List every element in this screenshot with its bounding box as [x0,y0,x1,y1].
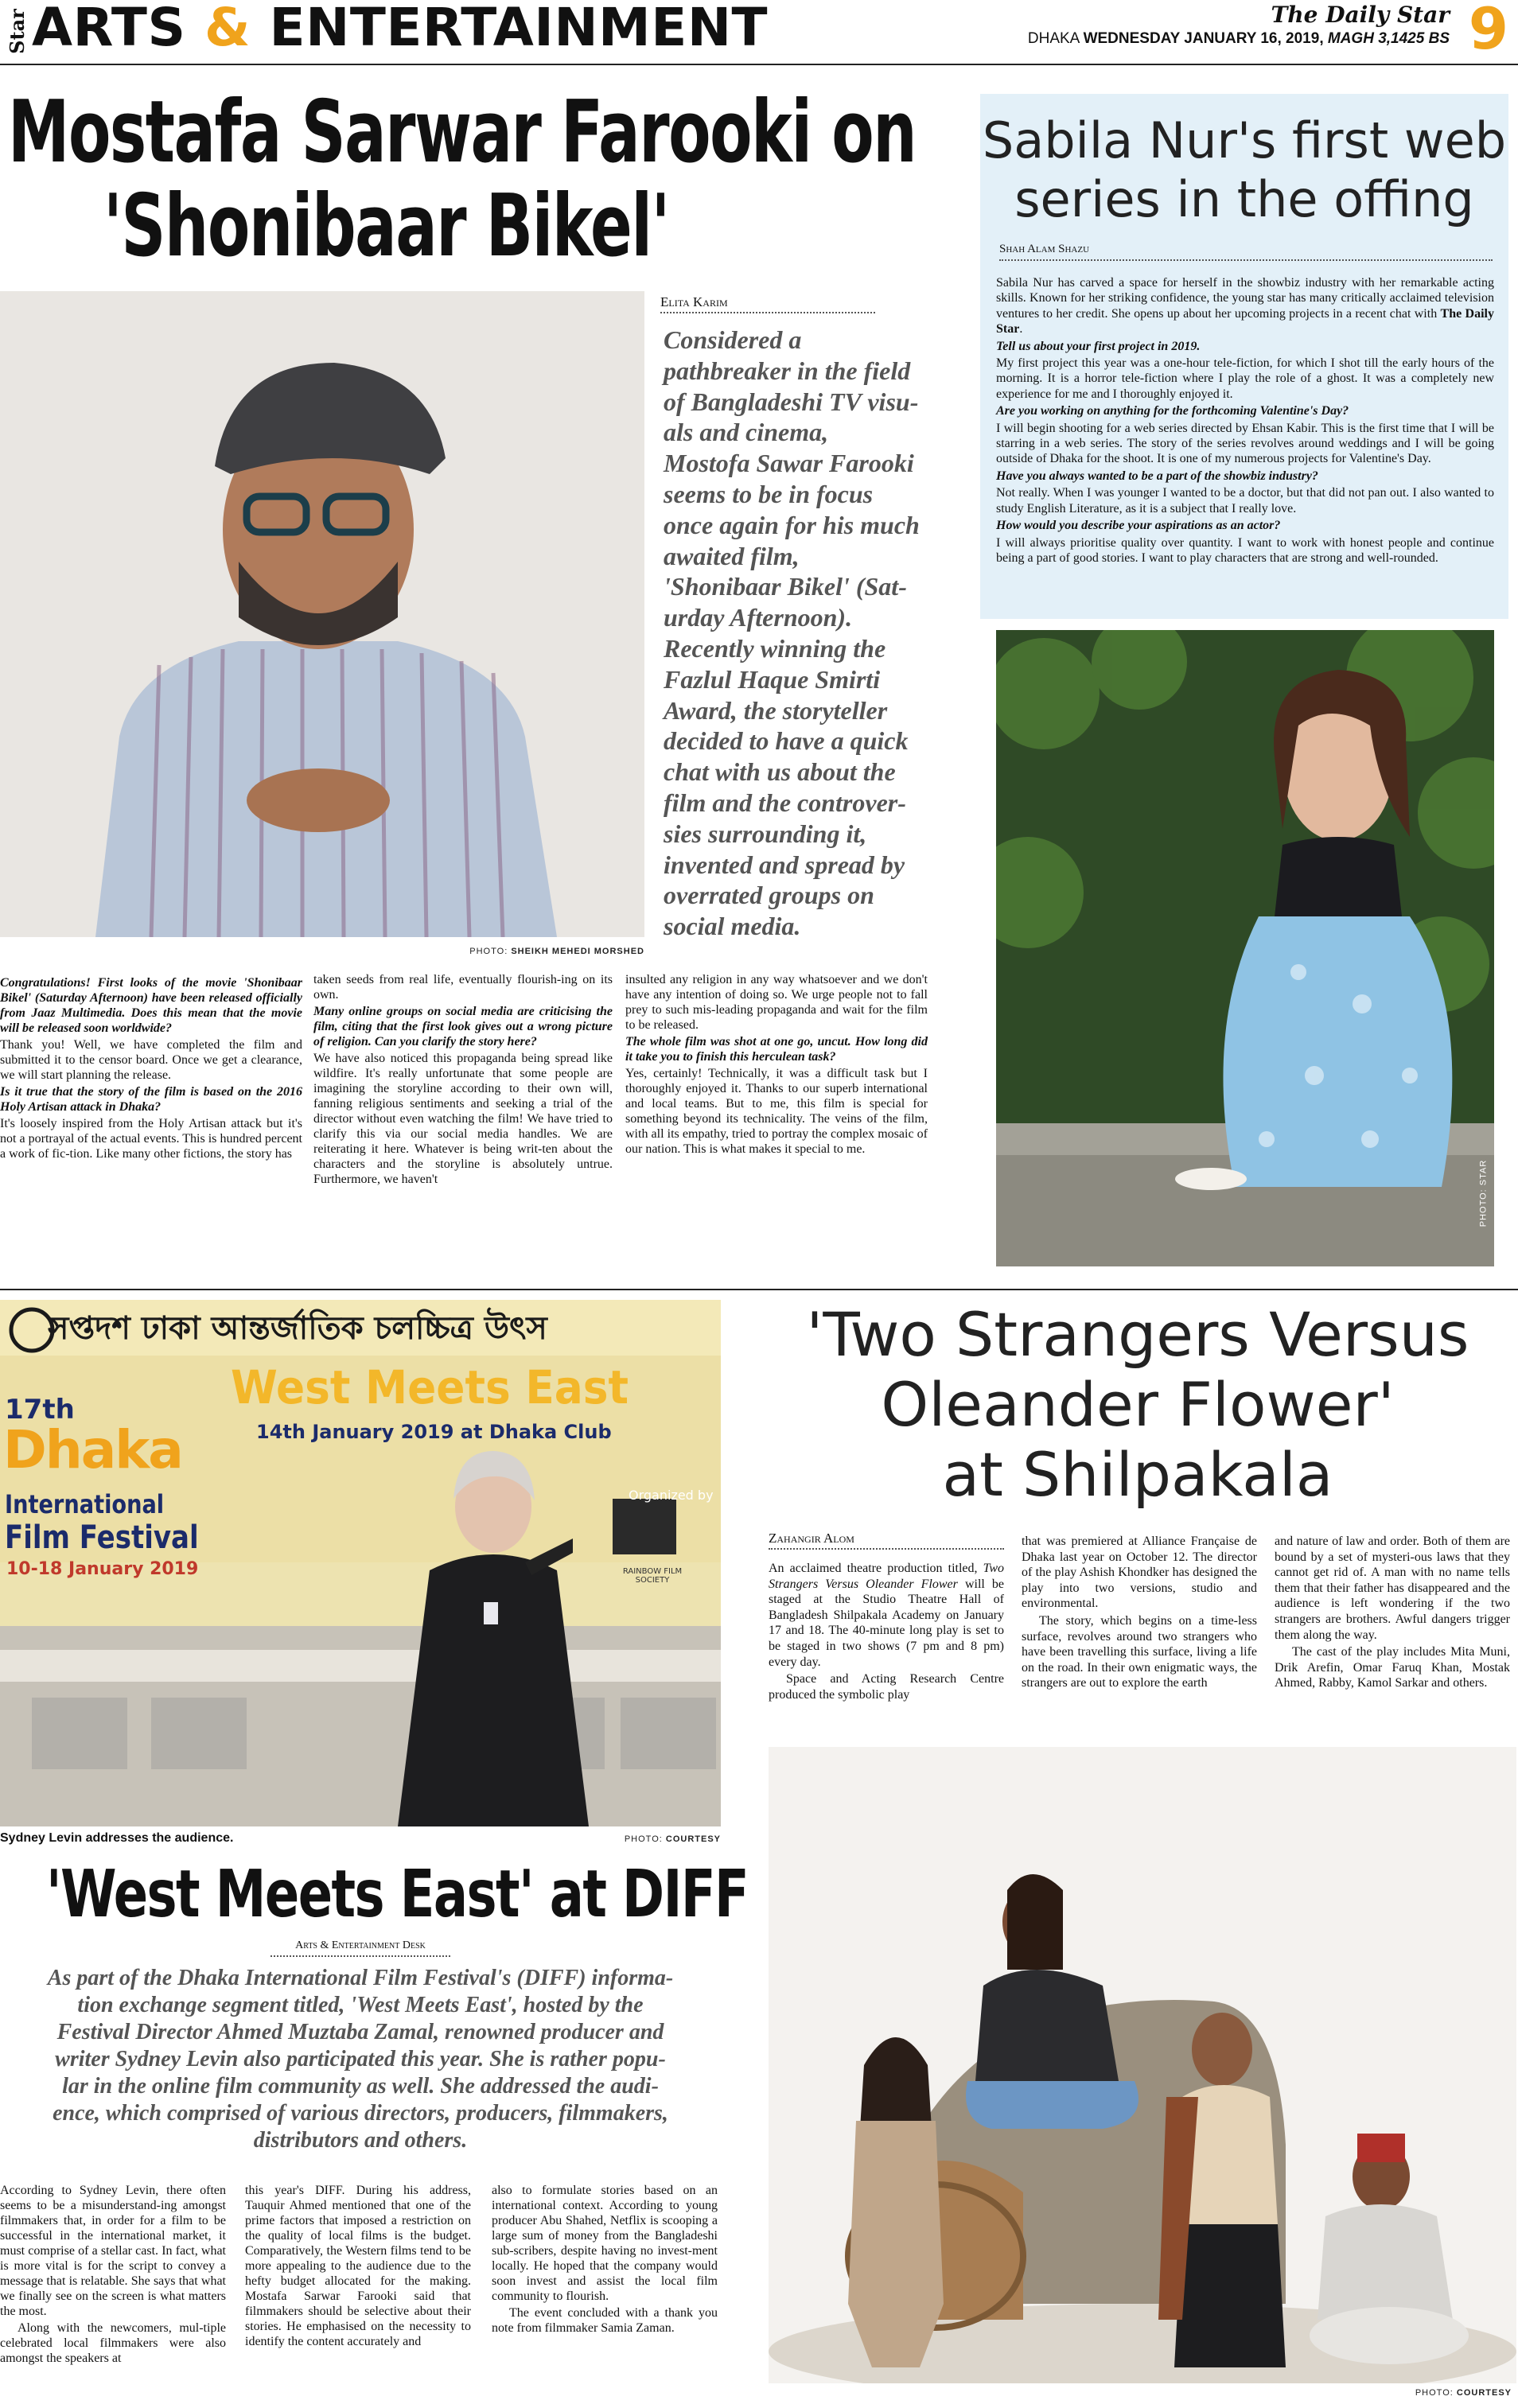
text-run: The cast of the play includes Mita Muni, Drik Arefin, Omar Faruq Khan, Mostak Ahmed, Rabby, Kamol Sarkar and others. [1275,1645,1510,1690]
text-run: that was premiered at Alliance Française de Dhaka last year on October 12. The director of the play Ashish Khondker has designed the play into two versions, studio and environmental. [1022,1535,1257,1611]
answer: Thank you! Well, we have completed the film and submitted it to the censor board. Once we get a clearance, we will start planning the release. [0,1038,302,1082]
intro-line: overrated groups on [664,881,874,910]
play-column-1 [769,1561,1004,1704]
intro-line: als and cinema, [664,418,829,447]
paragraph [769,1561,1004,1670]
intro-line: As part of the Dhaka International Film Festival's (DIFF) informa- [47,1966,674,1990]
intro-line: writer Sydney Levin also participated this year. She is rather popu- [55,2047,666,2072]
diff-intro [8,1965,713,2154]
play-byline: Zahangir Alom [769,1531,854,1546]
sabila-body [996,275,1494,567]
answer: I will always prioritise quality over quantity. I want to work with honest people and continue being a part of good stories. I want to play characters that are strong and well-rounded. [996,535,1494,565]
intro-line: decided to have a quick [664,726,909,756]
dateline: DHAKA WEDNESDAY JANUARY 16, 2019, MAGH 3,1425 BS [1027,30,1450,47]
diff-caption: Sydney Levin addresses the audience. [0,1831,234,1845]
intro-line: pathbreaker in the field [664,356,911,385]
paragraph: The event concluded with a thank you note from filmmaker Samia Zaman. [492,2306,718,2335]
masthead [0,0,1518,62]
section-divider [0,1289,1518,1290]
intro-line: awaited film, [664,541,800,570]
organizer-name: RAINBOW FILM SOCIETY [622,1567,683,1585]
paragraph [1022,1613,1257,1691]
play-photo [769,1747,1516,2383]
farooki-byline-divider [660,312,875,313]
farooki-photo-credit: PHOTO: SHEIKH MEHEDI MORSHED [469,947,644,956]
paragraph: this year's DIFF. During his address, Tauquir Ahmed mentioned that one of the prime factors that imposed a restriction on the quality of local films is the budget. Comparatively, the Western films tend to be more appealing to the audience due to the hefty budget allocated for the making. Mostafa Sarwar Farooki said that filmmakers should be selective about their stories. He emphasised on the necessity to identify the content accurately and [245,2184,471,2348]
intro-line: invented and spread by [664,850,905,879]
intro-line: urday Afternoon). [664,603,853,632]
intro-line: film and the controver- [664,788,906,817]
question: Congratulations! First looks of the movie 'Shonibaar Bikel' (Saturday Afternoon) have been released officially from Jaaz Multimedia. Does this mean that the movie will be released soon worldwide? [0,976,302,1035]
intro-line: once again for his much [664,510,920,539]
answer: I will begin shooting for a web series directed by Ehsan Kabir. This is the first time that I will be starring in a web series. The story of the series revolves around weddings and I will be going outside of Dhaka for the shoot. It is one of my numerous projects for Valentine's Day. [996,421,1494,466]
intro-line: Festival Director Ahmed Muztaba Zamal, renowned producer and [56,2020,664,2044]
answer: insulted any religion in any way whatsoever and we don't have any intention of doing so. We urge people not to fall prey to such mis-leading propaganda and wait for the film to be released. [625,973,928,1032]
intro-line: 'Shonibaar Bikel' (Sat- [664,572,907,601]
paragraph [1022,1534,1257,1612]
question: How would you describe your aspirations as an actor? [996,519,1281,533]
diff-byline: Arts & Entertainment Desk [295,1939,426,1951]
text-run: Two Strangers Versus Oleander Flower [769,1562,1004,1591]
diff-headline: 'West Meets East' at DIFF [46,1857,749,1932]
diff-column-3 [492,2183,718,2337]
diff-banner-bangla: সপ্তদশ ঢাকা আন্তর্জাতিক চলচ্চিত্র উৎস [48,1310,547,1347]
answer: Not really. When I was younger I wanted to be a doctor, but that did not pan out. I also wanted to study English Literature, as it is a subject that I really love. [996,486,1494,515]
intro-line: ence, which comprised of various directors, producers, filmmakers, [53,2101,668,2126]
diff-banner-date: 14th January 2019 at Dhaka Club [256,1421,612,1443]
intro-line: distributors and others. [253,2128,468,2153]
intro-line: Mostofa Sawar Farooki [664,449,914,478]
answer: It's loosely inspired from the Holy Artisan attack but it's not a portrayal of the actual events. This is hundred percent a work of fic-tion. Like many other fictions, the story has [0,1117,302,1161]
text-run: An acclaimed theatre production titled, [769,1562,983,1575]
festival-line-2: Film Festival [5,1519,199,1556]
intro-line: of Bangladeshi TV visu- [664,387,919,416]
farooki-intro [664,325,950,942]
intro-line: Award, the storyteller [664,695,888,725]
paragraph: also to formulate stories based on an international context. According to young producer Abu Shahed, Netflix is scooping a large sum of money from the Bangladeshi sub-scribers, despite having no invest-ment locally. He hoped that the company would soon invest and assist the local film community to flourish. [492,2184,718,2303]
paragraph: According to Sydney Levin, there often seems to be a misunderstand-ing amongst filmmakers that, in order for a film to be successful in the international market, it must comprise of a stellar cast. In fact, what is more vital is for the script to convey a message that is relatable. She says that what we finally see on the screen is what matters the most. [0,2184,226,2318]
intro-line: Considered a [664,325,802,354]
brand-vertical-logo: Star [5,8,29,54]
farooki-column-2 [313,972,613,1188]
question: Tell us about your first project in 2019. [996,339,1201,353]
diff-column-2 [245,2183,471,2351]
text-run: The Daily Star [996,306,1494,336]
answer: taken seeds from real life, eventually flourish-ing on its own. [313,973,613,1002]
paper-name: The Daily Star [1271,2,1450,28]
farooki-column-1 [0,975,302,1163]
diff-photo-credit: PHOTO: COURTESY [624,1834,721,1844]
text-run: and nature of law and order. Both of them are bound by a set of mysteri-ous laws that they cannot get rid of. A man with no name tells them that their father has disappeared and the audience is left wondering if the two strangers are brothers. Awful dangers trigger them along the way. [1275,1535,1510,1642]
sabila-photo [996,630,1494,1266]
question: Are you working on anything for the forthcoming Valentine's Day? [996,404,1349,418]
intro-line: chat with us about the [664,757,896,787]
organized-by: Organized by [629,1488,714,1503]
diff-photo [0,1300,721,1826]
play-column-3 [1275,1534,1510,1693]
paragraph [769,1671,1004,1702]
sabila-byline-divider [999,259,1493,261]
question: Is it true that the story of the film is based on the 2016 Holy Artisan attack in Dhaka? [0,1085,302,1114]
sabila-photo-credit: PHOTO: STAR [1478,1159,1489,1227]
intro-line: seems to be in focus [664,479,874,508]
play-photo-credit: PHOTO: COURTESY [1415,2388,1512,2398]
text-run: will be staged at the Studio Theatre Hall of Bangladesh Shilpakala Academy on January 17 and 18. The 40-minute long play is set to be staged in two shows (7 pm and 8 pm) every day. [769,1577,1005,1669]
farooki-byline: Elita Karim [660,294,728,309]
diff-column-1 [0,2183,226,2367]
intro-line: social media. [664,912,801,941]
masthead-rule [0,64,1518,65]
intro-line: Recently winning the [664,633,886,663]
festival-dates: 10-18 January 2019 [6,1559,199,1579]
farooki-photo [0,291,644,937]
question: Many online groups on social media are criticising the film, citing that the first look gives out a wrong picture of religion. Can you clarify the story here? [313,1005,613,1048]
text-run: . [1019,322,1023,336]
festival-line-1: International [5,1489,165,1519]
question: The whole film was shot at one go, uncut. How long did it take you to finish this herculean task? [625,1035,928,1064]
paragraph: Along with the newcomers, mul-tiple celebrated local filmmakers were also amongst the speakers at [0,2321,226,2365]
question: Have you always wanted to be a part of the showbiz industry? [996,469,1318,483]
festival-ordinal: 17th [5,1394,75,1426]
section-title: ARTS & ENTERTAINMENT [32,0,769,58]
play-column-2 [1022,1534,1257,1693]
text-run: Space and Acting Research Centre produced the symbolic play [769,1672,1004,1702]
intro-line: sies surrounding it, [664,819,867,848]
answer: My first project this year was a one-hour tele-fiction, for which I shot till the early hours of the morning. It is a horror tele-fiction where I play the role of a ghost. It was a completely new experience for me and I thoroughly enjoyed it. [996,356,1494,401]
farooki-column-3 [625,972,928,1158]
text-run: The story, which begins on a time-less surface, revolves around two strangers who have been travelling this surface, living a life on the road. In their own enigmatic ways, the strangers are out to explore the earth [1022,1613,1257,1690]
answer: We have also noticed this propaganda being spread like wildfire. It's really unfortunate that some people are imagining the storyline according to their own will, fanning religious sentiments and seeking a trial of the director without even watching the film! We have tried to clarify this via our social media handles. We are reiterating it here. Whatever is being writ-ten about the characters and the storyline is absolutely untrue. Furthermore, we haven't [313,1052,613,1186]
answer [996,275,1494,337]
festival-city: Dhaka [3,1419,182,1480]
intro-line: Fazlul Haque Smirti [664,664,881,694]
diff-byline-divider [271,1955,450,1957]
play-byline-divider [769,1548,1004,1550]
answer: Yes, certainly! Technically, it was a difficult task but I thoroughly enjoyed it. Thanks to our superb international and local teams. But to me, this film is special for something beyond its technicality. The veins of the film, with all its empathy, tried to portray the complex mosaic of our nation. This is what makes it special to me. [625,1067,928,1156]
farooki-headline: Mostafa Sarwar Farooki on 'Shonibaar Bikel' [8,83,917,276]
play-headline: 'Two Strangers Versus Oleander Flower' at Shilpakala [806,1299,1469,1510]
intro-line: tion exchange segment titled, 'West Meets East', hosted by the [77,1993,644,2017]
text-run: Sabila Nur has carved a space for herself in the showbiz industry with her remarkable acting skills. Known for her striking confidence, the young star has many critically acclaimed television ventures to her credit. She opens up about her upcoming projects in a recent chat with [996,276,1494,321]
page-number: 9 [1468,0,1508,62]
paragraph [1275,1534,1510,1643]
sabila-headline: Sabila Nur's first web series in the offing [982,111,1507,228]
paragraph [1275,1644,1510,1691]
intro-line: lar in the online film community as well. She addressed the audi- [62,2074,659,2099]
diff-banner-title: West Meets East [231,1360,629,1414]
sabila-byline: Shah Alam Shazu [999,243,1090,255]
